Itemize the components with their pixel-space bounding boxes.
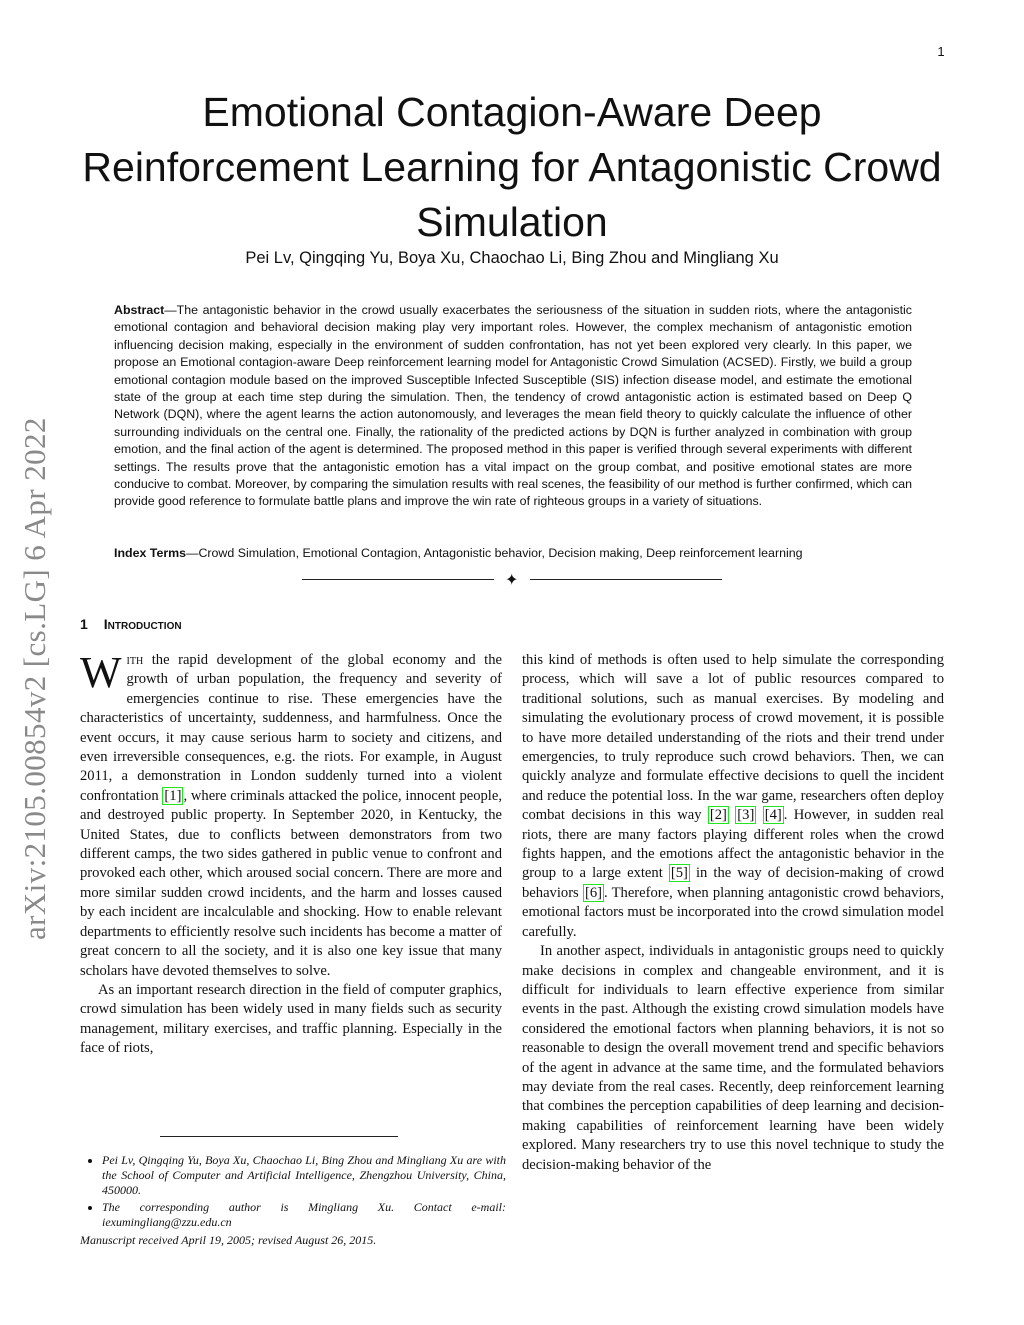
index-terms-text: —Crowd Simulation, Emotional Contagion, Antagonistic behavior, Decision making, Deep reinforcement learning: [186, 546, 803, 560]
separator-line-right: [530, 579, 722, 580]
intro-paragraph-2: As an important research direction in the field of computer graphics, crowd simulation has been widely used in many fields such as security management, military exercises, and traffic planning. Especially in the face of riots,: [80, 981, 502, 1057]
abstract: [114, 302, 912, 511]
author-list: Pei Lv, Qingqing Yu, Boya Xu, Chaochao Li, Bing Zhou and Mingliang Xu: [245, 249, 779, 267]
citation-link[interactable]: [6]: [584, 884, 602, 901]
index-terms-label: Index Terms: [114, 546, 187, 560]
intro-paragraph-3: In another aspect, individuals in antagonistic groups need to quickly make decisions in complex and changeable environment, and it is difficult for individuals to learn effective experience from similar events in the past. Although the existing crowd simulation models have considered the emotional factors when planning behaviors, it is not so reasonable to design the overall movement trend and specific behaviors of the agent in advance at the same time, and the formulated behaviors may deviate from the real cases. Recently, deep reinforcement learning that combines the perception capabilities of deep learning and decision-making capabilities of reinforcement learning have been widely explored. Many researchers try to use this novel technique to study the decision-making behavior of the: [522, 943, 944, 1173]
footnote-affiliation: • Pei Lv, Qingqing Yu, Boya Xu, Chaochao Li, Bing Zhou and Mingliang Xu are with the School of Computer and Artificial Intelligence, Zhengzhou University, China, 450000.: [102, 1153, 506, 1198]
intro-text: this kind of methods is often used to help simulate the corresponding process, which will save a lot of public resources compared to traditional solutions, such as manual exercises. By modeling and simulating the evolutionary process of crowd movement, it is possible to have more detailed understanding of the riots and their trend under emergencies, to truly reproduce such crowd behaviors. Then, we can quickly analyze and formulate effective decisions to quell the incident and reduce the potential loss. In the war game, researchers often deploy combat decisions in this way: [522, 652, 944, 824]
drop-cap: W: [80, 648, 122, 697]
separator-line-left: [302, 579, 494, 580]
section-title: Introduction: [103, 616, 182, 632]
separator-diamond-icon: ✦: [505, 570, 519, 589]
intro-paragraph-1: [80, 648, 502, 981]
citation-link[interactable]: [4]: [764, 807, 782, 824]
manuscript-note: Manuscript received April 19, 2005; revised August 26, 2015.: [80, 1233, 377, 1247]
section-number: 1: [80, 616, 88, 632]
intro-text: . However, in sudden real riots, there are many factors playing different roles when the crowd fights happen, and the emotions affect the antagonistic behavior in the group to a large extent: [522, 807, 944, 882]
section-heading: [80, 616, 182, 632]
footnote-corresponding-author: • The corresponding author is Mingliang Xu. Contact e-mail: iexumingliang@zzu.edu.cn: [102, 1200, 506, 1230]
citation-link[interactable]: [5]: [670, 865, 688, 882]
right-column: [522, 651, 944, 1175]
left-column: [80, 648, 502, 1059]
citation-link[interactable]: [3]: [737, 807, 755, 824]
footnotes: [80, 1153, 506, 1232]
index-terms: [114, 545, 914, 562]
intro-text: in the way of decision-making of crowd behaviors: [522, 865, 944, 901]
abstract-text: —The antagonistic behavior in the crowd usually exacerbates the seriousness of the situation in sudden riots, where the antagonistic emotional contagion and behavioral decision making play very important roles. However, the complex mechanism of antagonistic emotion influencing decision making, especially in the environment of sudden confrontation, has not yet been explored very clearly. In this paper, we propose an Emotional contagion-aware Deep reinforcement learning model for Antagonistic Crowd Simulation (ACSED). Firstly, we build a group emotional contagion module based on the improved Susceptible Infected Susceptible (SIS) infection disease model, and estimate the emotional state of the group at each time step during the simulation. Then, the tendency of crowd antagonistic action is estimated based on Deep Q Network (DQN), where the agent learns the action autonomously, and leverages the mean field theory to quickly calculate the influence of other surrounding individuals on the central one. Finally, the rationality of the predicted actions by DQN is further analyzed in combination with group emotion, and the final action of the agent is determined. The proposed method in this paper is verified through several experiments with different settings. The results prove that the antagonistic emotion has a vital impact on the group combat, and positive emotional states are more conducive to combat. Moreover, by comparing the simulation results with real scenes, the feasibility of our method is further confirmed, which can provide good reference to formulate battle plans and improve the win rate of righteous groups in a variety of situations.: [114, 303, 912, 509]
abstract-label: Abstract: [114, 303, 165, 317]
page-number: 1: [937, 44, 945, 59]
paper-title: Emotional Contagion-Aware Deep Reinforcement Learning for Antagonistic Crowd Simulation: [82, 89, 942, 245]
intro-paragraph-2-cont: [522, 651, 944, 942]
intro-text: the rapid development of the global economy and the growth of urban population, the frequency and severity of emergencies continue to rise. These emergencies have the characteristics of uncertainty, suddenness, and harmfulness. Once the event occurs, it may cause serious harm to society and citizens, and even irreversible consequences, e.g. the riots. For example, in August 2011, a demonstration in London suddenly turned into a violent confrontation: [80, 652, 502, 804]
arxiv-identifier: arXiv:2105.00854v2 [cs.LG] 6 Apr 2022: [17, 417, 52, 940]
citation-link[interactable]: [2]: [709, 807, 727, 824]
intro-text: , where criminals attacked the police, innocent people, and destroyed public property. In September 2020, in Kentucky, the United States, due to conflicts between demonstrators from two different camps, the two sides gathered in public venue to confront and provoked each other, which aroused social concern. There are more and more similar sudden crowd incidents, and the harm and losses caused by each incident are incalculable and shocking. How to enable relevant departments to efficiently resolve such incidents has become a matter of great concern to all the society, and it is also one key issue that many scholars have devoted themselves to solve.: [80, 787, 502, 979]
footnote-rule: [160, 1136, 398, 1137]
intro-text: . Therefore, when planning antagonistic crowd behaviors, emotional factors must be incorporated into the crowd simulation model carefully.: [522, 884, 944, 940]
smallcaps-lead: ith: [126, 652, 144, 668]
citation-link[interactable]: [1]: [164, 787, 182, 804]
